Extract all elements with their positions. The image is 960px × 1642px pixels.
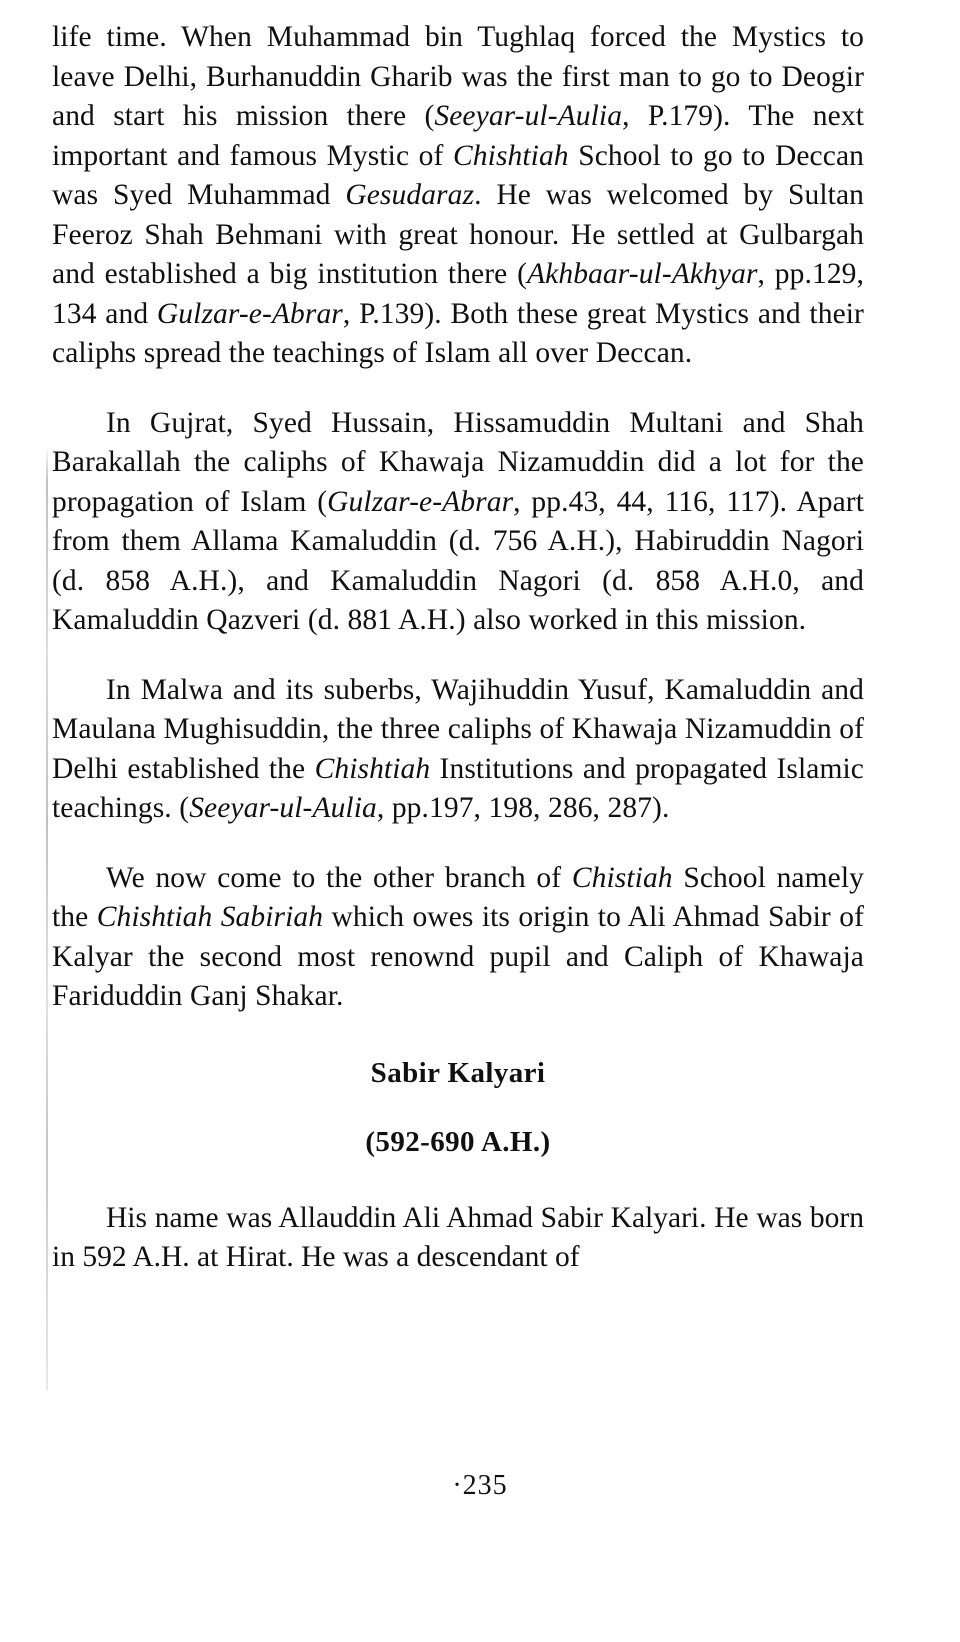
text-run: , P.179). The next important and famous Mystic of [52, 100, 864, 172]
text-run: . He was welcomed by Sultan Feeroz Shah Behmani with great honour. He settled at Gulbargah and established a big institution there ( [52, 179, 864, 290]
text-run: life time. When Muhammad bin Tughlaq forced the Mystics to leave Delhi, Burhanuddin Gharib was the first man to go to Deogir and start his mission there ( [52, 21, 864, 132]
section-subheading-dates: (592-690 A.H.) [365, 1125, 551, 1158]
text-run: His name was Allauddin Ali Ahmad Sabir Kalyari. He was born in 592 A.H. at Hirat. He was a descendant of [52, 1201, 864, 1273]
paragraph-his-name [52, 1199, 864, 1278]
text-column [52, 18, 864, 1278]
page-number: ·235 [452, 1470, 508, 1501]
italic-run: Chishtiah [314, 752, 431, 785]
text-run: , pp.129, 134 and [52, 258, 864, 330]
italic-run: Seeyar-ul-Aulia [189, 792, 377, 824]
paragraph-malwa [52, 671, 864, 829]
italic-run: Gesudaraz [345, 179, 475, 211]
text-run: In Malwa and its suberbs, Wajihuddin Yusuf, Kamaluddin and Maulana Mughisuddin, the three caliphs of Khawaja Nizamuddin of Delhi established the [52, 673, 864, 785]
italic-run: Gulzar-e-Abrar [156, 297, 343, 330]
italic-run: Chistiah [571, 861, 673, 894]
text-run: We now come to the other branch of [106, 861, 572, 894]
text-run: which owes its origin to Ali Ahmad Sabir of Kalyar the second most renownd pupil and Caliph of Khawaja Fariduddin Ganj Shakar. [52, 901, 864, 1012]
paragraph-deccan-mystics [52, 18, 864, 374]
paragraph-gujrat [52, 404, 864, 641]
text-run: , pp.43, 44, 116, 117). Apart from them Allama Kamaluddin (d. 756 A.H.), Habiruddin Nagori (d. 858 A.H.), and Kamaluddin Nagori (d. 858 A.H.0, and Kamaluddin Qazveri (d. 881 A.H.) also worked in this mission. [52, 485, 864, 636]
italic-run: Akhbaar-ul-Akhyar [527, 258, 758, 290]
text-run: School namely the [52, 861, 864, 933]
text-run: , P.139). Both these great Mystics and their caliphs spread the teachings of Islam all over Deccan. [52, 297, 864, 369]
text-run: In Gujrat, Syed Hussain, Hissamuddin Multani and Shah Barakallah the caliphs of Khawaja Nizamuddin did a lot for the propagation of Islam ( [52, 406, 864, 518]
text-run: School to go to Deccan was Syed Muhammad [52, 139, 864, 211]
italic-run: Chishtiah Sabiriah [96, 901, 324, 933]
text-run: Institutions and propagated Islamic teachings. ( [52, 752, 864, 824]
paragraph-sabiriah [52, 859, 864, 1017]
italic-run: Gulzar-e-Abrar [327, 485, 514, 518]
italic-run: Seeyar-ul-Aulia [434, 100, 623, 132]
scan-edge-artifact [46, 445, 48, 1390]
section-heading: Sabir Kalyari [370, 1056, 546, 1089]
italic-run: Chishtiah [453, 139, 569, 172]
text-run: , pp.197, 198, 286, 287). [376, 792, 670, 824]
